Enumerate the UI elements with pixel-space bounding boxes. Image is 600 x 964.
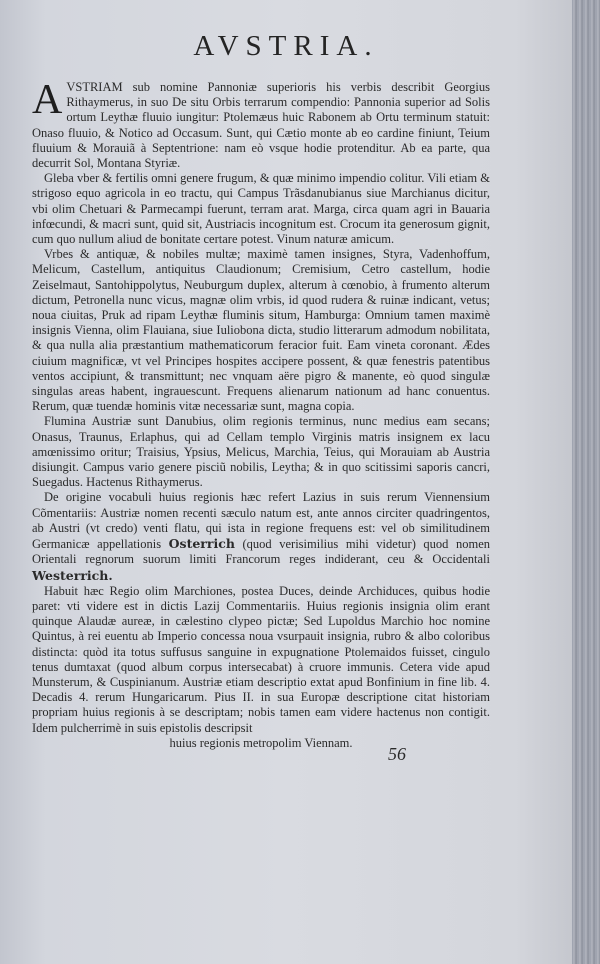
paragraph-6: Habuit hæc Regio olim Marchiones, postea Duces, deinde Archiduces, quibus hodie paret: vti videre est in dictis Lazij Commentariis. Huius regionis insignia olim erant quinque Alaudæ aureæ, in cælestino clypeo pictæ; Sed Lupoldus Marchio hoc nomine Quintus, à rei euentu ab Imperio concessa noua vsurpauit insignia, rubro & albo coloribus distincta: quòd ita totus suffusus sanguine in expugnatione Ptolemaidos fuisset, cingulo tenus dumtaxat (quod album corpus intersecabat) à cruore immunis. Cetera vide apud Munsterum, & Cuspinianum. Austriæ etiam descriptio extat apud Bonfinium in fine lib. 4. Decadis 4. rerum Hungaricarum. Pius II. in sua Europæ descriptione citat historiam propriam huius regionis à se descriptam; nobis tamen eam videre hactenus non contigit. Idem pulcherrimè in suis epistolis descripsit	[32, 583, 490, 735]
paragraph-1: AVSTRIAM sub nomine Pannoniæ superioris his verbis describit Georgius Rithaymerus, in suo De situ Orbis terrarum compendio: Pannonia superior ad Solis ortum Leythæ fluuio iungitur: Ptolemæus huic Rabonem ab Ortu terminum statuit: Onaso fluuio, & Notico ad Occasum. Sunt, qui Cætio monte ab eo cardine finiunt, Teium fluuium & Morauiã à Septentrione: nam eò vsque hodie protenditur. Ab ea parte, qua decurrit Sol, Montana Styriæ.	[32, 77, 490, 171]
book-spine-edge	[572, 0, 600, 964]
body-text	[32, 77, 491, 751]
paragraph-2: Gleba vber & fertilis omni genere frugum, & quæ minimo impendio colitur. Vili etiam & strigoso equo agricola in eo tractu, qui Campus Trãsdanubianus siue Marchianus dicitur, vbi olim Chetuari & Parmecampi fuerunt, terram arat. Marga, circa quam agri in Bauaria infœcundi, & macri sunt, quid sit, Austriacis incognitum est. Crocum ita generosum gignit, cum quo nullum aliud de bonitate certare potest. Vinum naturæ amicum.	[32, 171, 490, 247]
page-number: 56	[388, 744, 406, 764]
paragraph-3: Vrbes & antiquæ, & nobiles multæ; maximè tamen insignes, Styra, Vadenhoffum, Melicum, Castellum, antiquitus Claudionum; Cremisium, Cetro castellum, hodie Zeiselmaut, Santohippolytus, Neuburgum duplex, alterum à cœnobio, à frumento alterum dictum, Petronella nunc vicus, magnæ olim vrbis, id quod rudera & ruinæ indicant, vetus; noua ciuitas, Pruk ad ripam Leythæ fluminis situm, Hamburga: Omnium tamen maximè insignis Vienna, olim Flauiana, siue Iuliobona dicta, studio litterarum admodum nobilitata, & qua nulla alia præstantium mathematicorum feracior fuit. Eam vineta coronant. Ædes ciuium magnificæ, vt vel Principes hospites accipere possent, & quæ fenestris patentibus ventos accipiunt, & transmittunt; nec vnquam aëre pigro & manente, eò quod singulæ singulas areas habent, ingrauescunt. Frequens alienarum nationum ad hanc conuentus. Rerum, quæ tuendæ hominis vitæ necessariæ sunt, magna copia.	[32, 247, 490, 414]
page-title: AVSTRIA.	[193, 30, 379, 62]
paragraph-4: Flumina Austriæ sunt Danubius, olim regionis terminus, nunc medius eam secans; Onasus, Traunus, Erlaphus, qui ad Cellam templo Virginis matris insignem ex lacu amœnissimo oritur; Traisius, Ypsius, Melicus, Marchia, Teius, qui Morauiam ab Austria disiungit. Campus vario genere pisciũ nobilis, Leytha; & in quo scitissimi saporis cancri, Suegadus. Hactenus Rithaymerus.	[32, 414, 490, 490]
drop-cap: A	[32, 77, 63, 123]
paragraph-6-closing-line: huius regionis metropolim Viennam.	[169, 735, 353, 750]
blackletter-osterrich: Osterrich	[168, 536, 235, 552]
blackletter-westerrich: Westerrich.	[32, 567, 113, 583]
paragraph-5: De origine vocabuli huius regionis hæc refert Lazius in suis rerum Viennensium Cõmentariis: Austriæ nomen recenti sæculo natum est, ante annos circiter quadringentos, ab Austri (vt credo) venti flatu, qui ista in regione frequens est: vel ob similitudinem Germanicæ appellationis Osterrich (quod verisimilius mihi videtur) quod nomen Orientali regnorum suorum limiti Francorum reges indiderant, ceu & Occidentali Westerrich.	[32, 490, 491, 583]
